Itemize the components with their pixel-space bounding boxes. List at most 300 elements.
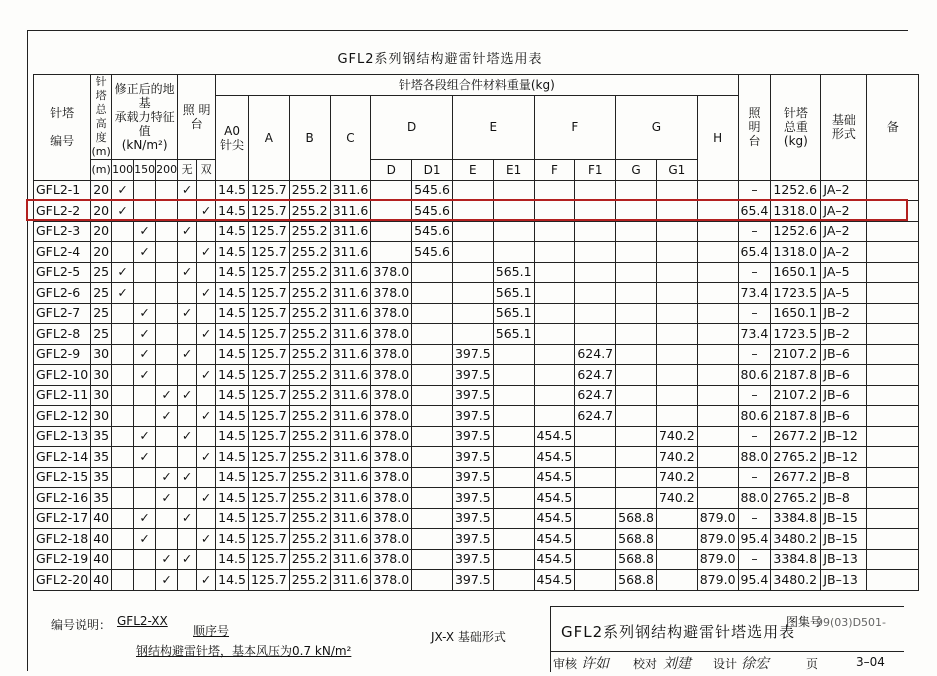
cell-b: 255.2	[289, 242, 330, 263]
design-label: 设计	[713, 657, 738, 671]
cell-total: 1252.6	[771, 221, 821, 242]
title-block	[550, 606, 904, 672]
cell-b: 255.2	[289, 385, 330, 406]
cell-dbl: ✓	[197, 570, 216, 591]
code-pattern: GFL2-XX	[117, 614, 168, 628]
cell-d: 378.0	[371, 262, 412, 283]
cell-f	[534, 242, 575, 263]
cell-f1: 624.7	[575, 365, 616, 386]
header-seg-b: B	[289, 95, 330, 180]
cell-total: 3384.8	[771, 549, 821, 570]
cell-none: ✓	[178, 549, 197, 570]
cell-w150: ✓	[134, 221, 156, 242]
page-label: 页	[806, 657, 819, 671]
cell-none	[178, 283, 197, 304]
cell-none: ✓	[178, 467, 197, 488]
cell-g	[616, 447, 657, 468]
cell-h: 20	[91, 201, 112, 222]
cell-g	[616, 180, 657, 201]
table-row	[34, 221, 919, 242]
cell-total: 2107.2	[771, 344, 821, 365]
cell-d1	[412, 570, 453, 591]
cell-d: 378.0	[371, 467, 412, 488]
table-row	[34, 406, 919, 427]
table-row	[34, 385, 919, 406]
cell-dbl: ✓	[197, 406, 216, 427]
cell-f: 454.5	[534, 570, 575, 591]
cell-f	[534, 283, 575, 304]
cell-hh	[697, 283, 738, 304]
cell-h: 20	[91, 180, 112, 201]
cell-w150	[134, 385, 156, 406]
cell-g	[616, 262, 657, 283]
footer	[33, 606, 903, 671]
cell-w200	[156, 303, 178, 324]
cell-d: 378.0	[371, 406, 412, 427]
cell-f	[534, 180, 575, 201]
cell-code: GFL2-10	[34, 365, 91, 386]
cell-a: 125.7	[248, 324, 289, 345]
cell-none: ✓	[178, 303, 197, 324]
cell-hh: 879.0	[697, 529, 738, 550]
cell-f1	[575, 324, 616, 345]
cell-w200	[156, 365, 178, 386]
header-a0: A0 针尖	[216, 95, 249, 180]
cell-total: 1318.0	[771, 201, 821, 222]
cell-e1	[493, 426, 534, 447]
cell-b: 255.2	[289, 529, 330, 550]
cell-e1: 565.1	[493, 262, 534, 283]
cell-e1	[493, 508, 534, 529]
cell-b: 255.2	[289, 344, 330, 365]
cell-found: JB–8	[821, 488, 867, 509]
table-row	[34, 549, 919, 570]
cell-w150: ✓	[134, 508, 156, 529]
cell-total: 2107.2	[771, 385, 821, 406]
cell-f1	[575, 426, 616, 447]
cell-e: 397.5	[452, 344, 493, 365]
title-block-title: GFL2系列钢结构避雷针塔选用表	[561, 623, 796, 641]
cell-g1	[656, 549, 697, 570]
cell-e1	[493, 344, 534, 365]
cell-none	[178, 529, 197, 550]
cell-f1: 624.7	[575, 344, 616, 365]
cell-none	[178, 365, 197, 386]
cell-g1	[656, 529, 697, 550]
cell-plat: –	[738, 262, 771, 283]
cell-remark	[867, 549, 919, 570]
cell-b: 255.2	[289, 447, 330, 468]
check-signature: 刘建	[663, 656, 691, 672]
cell-h: 25	[91, 324, 112, 345]
cell-b: 255.2	[289, 180, 330, 201]
cell-d: 378.0	[371, 324, 412, 345]
cell-a0: 14.5	[216, 262, 249, 283]
cell-a0: 14.5	[216, 201, 249, 222]
cell-dbl: ✓	[197, 201, 216, 222]
cell-b: 255.2	[289, 488, 330, 509]
cell-a: 125.7	[248, 447, 289, 468]
cell-d1	[412, 549, 453, 570]
table-row	[34, 467, 919, 488]
table-row	[34, 488, 919, 509]
cell-w200	[156, 324, 178, 345]
cell-total: 2677.2	[771, 467, 821, 488]
cell-a: 125.7	[248, 549, 289, 570]
cell-e1	[493, 365, 534, 386]
cell-f: 454.5	[534, 529, 575, 550]
cell-w100	[112, 324, 134, 345]
table-row	[34, 570, 919, 591]
header-bearing: 修正后的地基 承载力特征值 (kN/m²)	[112, 75, 178, 160]
cell-total: 1723.5	[771, 324, 821, 345]
cell-b: 255.2	[289, 406, 330, 427]
cell-hh	[697, 324, 738, 345]
header-sub-f: F	[534, 160, 575, 181]
cell-f	[534, 406, 575, 427]
code-description: 钢结构避雷针塔，基本风压为0.7 kN/m²	[136, 644, 352, 658]
cell-a0: 14.5	[216, 365, 249, 386]
cell-f1	[575, 180, 616, 201]
header-sub-g: G	[616, 160, 657, 181]
cell-code: GFL2-2	[34, 201, 91, 222]
cell-e: 397.5	[452, 529, 493, 550]
header-seg-f: F	[534, 95, 616, 160]
cell-b: 255.2	[289, 426, 330, 447]
cell-remark	[867, 180, 919, 201]
cell-c: 311.6	[330, 406, 371, 427]
cell-total: 2677.2	[771, 426, 821, 447]
cell-g	[616, 221, 657, 242]
cell-found: JB–15	[821, 508, 867, 529]
cell-w150: ✓	[134, 447, 156, 468]
header-height: 针塔 总 高度 (m)	[91, 75, 111, 158]
cell-w200	[156, 426, 178, 447]
cell-code: GFL2-12	[34, 406, 91, 427]
cell-code: GFL2-11	[34, 385, 91, 406]
table-row	[34, 426, 919, 447]
cell-f	[534, 324, 575, 345]
cell-a0: 14.5	[216, 406, 249, 427]
header-seg-g: G	[616, 95, 698, 160]
cell-c: 311.6	[330, 508, 371, 529]
cell-g1: 740.2	[656, 467, 697, 488]
cell-b: 255.2	[289, 508, 330, 529]
cell-dbl	[197, 467, 216, 488]
cell-w150: ✓	[134, 426, 156, 447]
cell-b: 255.2	[289, 570, 330, 591]
cell-c: 311.6	[330, 488, 371, 509]
cell-code: GFL2-7	[34, 303, 91, 324]
cell-d1	[412, 303, 453, 324]
cell-hh	[697, 426, 738, 447]
cell-dbl	[197, 426, 216, 447]
cell-f: 454.5	[534, 549, 575, 570]
cell-g	[616, 365, 657, 386]
cell-w100: ✓	[112, 201, 134, 222]
cell-d1	[412, 508, 453, 529]
cell-a: 125.7	[248, 570, 289, 591]
cell-h: 30	[91, 344, 112, 365]
cell-w200	[156, 283, 178, 304]
cell-remark	[867, 447, 919, 468]
cell-b: 255.2	[289, 201, 330, 222]
cell-dbl: ✓	[197, 529, 216, 550]
cell-plat: 65.4	[738, 201, 771, 222]
cell-f1: 624.7	[575, 385, 616, 406]
cell-d: 378.0	[371, 488, 412, 509]
cell-h: 35	[91, 447, 112, 468]
cell-f1	[575, 488, 616, 509]
cell-f1	[575, 283, 616, 304]
cell-d: 378.0	[371, 344, 412, 365]
cell-code: GFL2-9	[34, 344, 91, 365]
cell-found: JB–13	[821, 570, 867, 591]
cell-a: 125.7	[248, 426, 289, 447]
cell-remark	[867, 406, 919, 427]
cell-none	[178, 447, 197, 468]
cell-remark	[867, 529, 919, 550]
cell-code: GFL2-17	[34, 508, 91, 529]
table-row	[34, 303, 919, 324]
cell-plat: 88.0	[738, 447, 771, 468]
header-sub-d1: D1	[412, 160, 453, 181]
cell-d1	[412, 385, 453, 406]
header-platform: 照 明 台	[738, 75, 771, 181]
cell-e	[452, 242, 493, 263]
cell-h: 40	[91, 570, 112, 591]
cell-g1	[656, 344, 697, 365]
table-row	[34, 242, 919, 263]
cell-plat: –	[738, 426, 771, 447]
cell-w150: ✓	[134, 529, 156, 550]
cell-none: ✓	[178, 221, 197, 242]
cell-f: 454.5	[534, 467, 575, 488]
cell-g1	[656, 385, 697, 406]
cell-w150: ✓	[134, 365, 156, 386]
cell-hh	[697, 467, 738, 488]
cell-code: GFL2-20	[34, 570, 91, 591]
cell-f	[534, 385, 575, 406]
header-sub-e1: E1	[493, 160, 534, 181]
cell-e1	[493, 467, 534, 488]
highlight-box	[26, 199, 908, 221]
cell-c: 311.6	[330, 385, 371, 406]
cell-a: 125.7	[248, 344, 289, 365]
cell-g1	[656, 365, 697, 386]
cell-b: 255.2	[289, 467, 330, 488]
note-label: 编号说明：	[51, 618, 112, 632]
cell-g	[616, 303, 657, 324]
cell-e1	[493, 180, 534, 201]
cell-g1	[656, 508, 697, 529]
cell-remark	[867, 508, 919, 529]
cell-found: JB–6	[821, 365, 867, 386]
cell-h: 40	[91, 508, 112, 529]
cell-h: 40	[91, 549, 112, 570]
cell-plat: 65.4	[738, 242, 771, 263]
cell-found: JB–6	[821, 385, 867, 406]
cell-w200	[156, 180, 178, 201]
cell-code: GFL2-19	[34, 549, 91, 570]
header-seg-c: C	[330, 95, 371, 180]
cell-a0: 14.5	[216, 549, 249, 570]
cell-d1	[412, 467, 453, 488]
cell-remark	[867, 385, 919, 406]
cell-e1	[493, 570, 534, 591]
header-light-double: 双	[197, 160, 216, 181]
cell-f1	[575, 570, 616, 591]
cell-g: 568.8	[616, 549, 657, 570]
cell-dbl	[197, 180, 216, 201]
cell-g: 568.8	[616, 508, 657, 529]
table-row	[34, 344, 919, 365]
cell-remark	[867, 488, 919, 509]
cell-w100: ✓	[112, 283, 134, 304]
cell-d	[371, 180, 412, 201]
cell-none: ✓	[178, 344, 197, 365]
cell-total: 3480.2	[771, 529, 821, 550]
cell-c: 311.6	[330, 570, 371, 591]
cell-total: 1318.0	[771, 242, 821, 263]
cell-h: 40	[91, 529, 112, 550]
cell-w100	[112, 303, 134, 324]
cell-a0: 14.5	[216, 180, 249, 201]
cell-plat: –	[738, 467, 771, 488]
cell-b: 255.2	[289, 365, 330, 386]
cell-d: 378.0	[371, 365, 412, 386]
cell-hh: 879.0	[697, 549, 738, 570]
cell-e	[452, 180, 493, 201]
cell-remark	[867, 303, 919, 324]
cell-w100	[112, 529, 134, 550]
cell-b: 255.2	[289, 262, 330, 283]
cell-w200	[156, 508, 178, 529]
cell-w200	[156, 529, 178, 550]
cell-found: JB–6	[821, 406, 867, 427]
cell-w150	[134, 549, 156, 570]
atlas-label: 图集号	[786, 615, 823, 629]
cell-total: 2765.2	[771, 488, 821, 509]
cell-g	[616, 406, 657, 427]
cell-d1: 545.6	[412, 242, 453, 263]
cell-dbl	[197, 303, 216, 324]
cell-w100	[112, 508, 134, 529]
cell-d1	[412, 406, 453, 427]
page-title: GFL2系列钢结构避雷针塔选用表	[337, 52, 543, 67]
cell-c: 311.6	[330, 426, 371, 447]
cell-b: 255.2	[289, 324, 330, 345]
header-lighting: 照 明 台	[178, 75, 216, 160]
cell-g1	[656, 283, 697, 304]
cell-a: 125.7	[248, 221, 289, 242]
cell-a: 125.7	[248, 406, 289, 427]
cell-f1	[575, 508, 616, 529]
cell-h: 35	[91, 426, 112, 447]
header-code: 针塔 编号	[34, 75, 91, 181]
cell-f: 454.5	[534, 447, 575, 468]
cell-f1	[575, 549, 616, 570]
header-total: 针塔 总重 (kg)	[771, 75, 821, 181]
cell-plat: –	[738, 221, 771, 242]
cell-hh: 879.0	[697, 508, 738, 529]
cell-g1: 740.2	[656, 426, 697, 447]
cell-d1	[412, 426, 453, 447]
cell-d	[371, 221, 412, 242]
cell-c: 311.6	[330, 365, 371, 386]
cell-g1	[656, 262, 697, 283]
cell-remark	[867, 426, 919, 447]
cell-none: ✓	[178, 508, 197, 529]
cell-code: GFL2-13	[34, 426, 91, 447]
cell-d: 378.0	[371, 303, 412, 324]
cell-remark	[867, 365, 919, 386]
cell-found: JB–12	[821, 447, 867, 468]
header-remark: 备	[867, 75, 919, 181]
cell-h: 20	[91, 242, 112, 263]
cell-w150	[134, 283, 156, 304]
table-row	[34, 447, 919, 468]
cell-b: 255.2	[289, 221, 330, 242]
cell-a: 125.7	[248, 201, 289, 222]
cell-w150: ✓	[134, 344, 156, 365]
cell-f: 454.5	[534, 426, 575, 447]
cell-hh	[697, 488, 738, 509]
cell-f1	[575, 242, 616, 263]
cell-code: GFL2-6	[34, 283, 91, 304]
cell-e: 397.5	[452, 447, 493, 468]
cell-w100	[112, 488, 134, 509]
cell-hh	[697, 447, 738, 468]
cell-e	[452, 283, 493, 304]
cell-a0: 14.5	[216, 508, 249, 529]
cell-e1	[493, 242, 534, 263]
cell-found: JB–6	[821, 344, 867, 365]
cell-dbl	[197, 549, 216, 570]
cell-w200: ✓	[156, 549, 178, 570]
cell-d1	[412, 447, 453, 468]
cell-found: JB–15	[821, 529, 867, 550]
cell-found: JB–8	[821, 467, 867, 488]
header-seg-h: H	[697, 95, 738, 180]
cell-h: 35	[91, 467, 112, 488]
cell-f1	[575, 221, 616, 242]
cell-e1	[493, 221, 534, 242]
cell-total: 2187.8	[771, 406, 821, 427]
cell-code: GFL2-3	[34, 221, 91, 242]
cell-w100	[112, 549, 134, 570]
cell-d1: 545.6	[412, 221, 453, 242]
cell-remark	[867, 324, 919, 345]
cell-a0: 14.5	[216, 529, 249, 550]
cell-g1	[656, 324, 697, 345]
cell-hh	[697, 365, 738, 386]
cell-g	[616, 283, 657, 304]
table-row	[34, 283, 919, 304]
cell-w100	[112, 221, 134, 242]
cell-g	[616, 242, 657, 263]
cell-d: 378.0	[371, 426, 412, 447]
cell-d1: 545.6	[412, 180, 453, 201]
cell-e: 397.5	[452, 426, 493, 447]
cell-dbl: ✓	[197, 488, 216, 509]
cell-a0: 14.5	[216, 242, 249, 263]
cell-e: 397.5	[452, 365, 493, 386]
cell-c: 311.6	[330, 529, 371, 550]
cell-c: 311.6	[330, 467, 371, 488]
atlas-code: 99(03)D501-	[816, 616, 887, 629]
cell-e: 397.5	[452, 570, 493, 591]
